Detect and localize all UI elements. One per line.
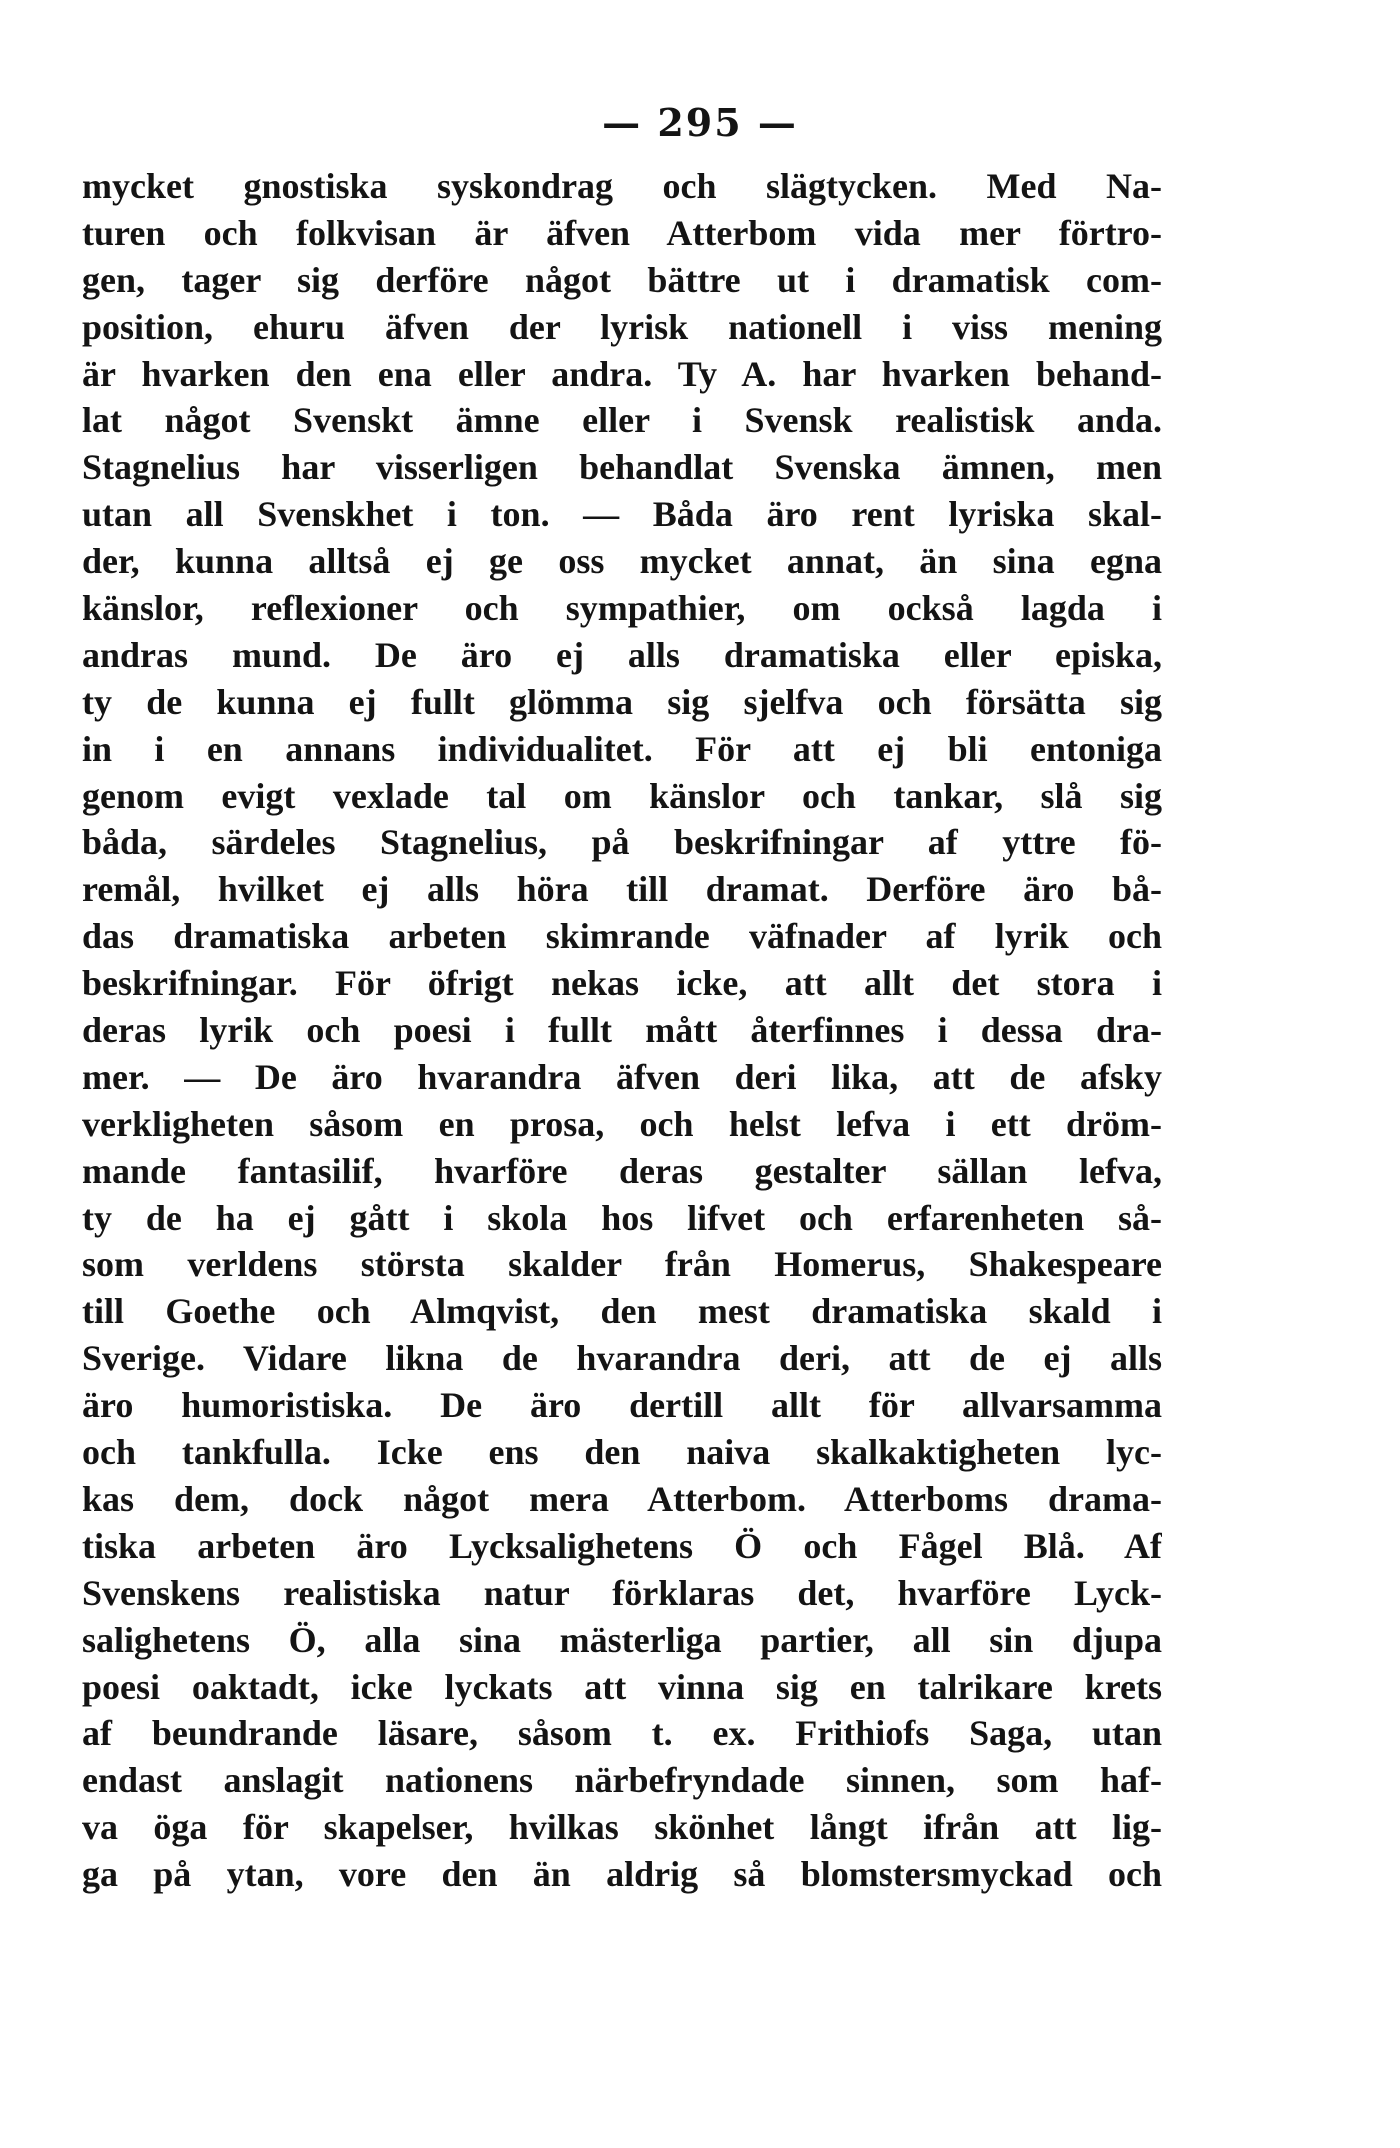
- text-line: kas dem, dock något mera Atterbom. Atterboms drama-: [82, 1478, 1162, 1519]
- body-text: [82, 163, 1162, 1898]
- text-line: der, kunna alltså ej ge oss mycket annat, än sina egna: [82, 541, 1162, 582]
- text-line: utan all Svenskhet i ton. — Båda äro rent lyriska skal-: [82, 494, 1162, 535]
- text-line: remål, hvilket ej alls höra till dramat. Derföre äro bå-: [82, 869, 1162, 910]
- text-line: af beundrande läsare, såsom t. ex. Frithiofs Saga, utan: [82, 1713, 1162, 1754]
- text-line: mer. — De äro hvarandra äfven deri lika, att de afsky: [82, 1056, 1162, 1097]
- text-line: va öga för skapelser, hvilkas skönhet långt ifrån att lig-: [82, 1807, 1162, 1848]
- text-line: gen, tager sig derföre något bättre ut i dramatisk com-: [82, 259, 1162, 300]
- text-line: Svenskens realistiska natur förklaras det, hvarföre Lyck-: [82, 1572, 1162, 1613]
- text-line: båda, särdeles Stagnelius, på beskrifningar af yttre fö-: [82, 822, 1162, 863]
- text-line: salighetens Ö, alla sina mästerliga partier, all sin djupa: [82, 1619, 1162, 1660]
- text-line: ty de ha ej gått i skola hos lifvet och erfarenheten så-: [82, 1197, 1162, 1238]
- text-line: in i en annans individualitet. För att ej bli entoniga: [82, 728, 1162, 769]
- text-line: mande fantasilif, hvarföre deras gestalter sällan lefva,: [82, 1150, 1162, 1191]
- page-number-header: — 295 —: [602, 100, 798, 145]
- text-line: mycket gnostiska sysk​ondrag och slägtycken. Med Na-: [82, 166, 1162, 206]
- text-line: är hvarken den ena eller andra. Ty A. har hvarken behand-: [82, 353, 1162, 394]
- text-line: turen och folkvisan är äfven Atterbom vida mer förtro-: [82, 212, 1162, 253]
- text-line: beskrifningar. För öfrigt nekas icke, att allt det stora i: [82, 963, 1162, 1004]
- text-line: position, ehuru äfven der lyrisk nationell i viss mening: [82, 306, 1162, 347]
- text-line: som verldens största skalder från Homerus, Shakespeare: [82, 1244, 1162, 1285]
- text-line: deras lyrik och poesi i fullt mått återfinnes i dessa dra-: [82, 1010, 1162, 1051]
- text-line: endast anslagit nationens närbefryndade sinnen, som haf-: [82, 1760, 1162, 1801]
- text-line: ty de kunna ej fullt glömma sig sjelfva och försätta sig: [82, 681, 1162, 722]
- text-line: tiska arbeten äro Lycksalighetens Ö och Fågel Blå. Af: [82, 1525, 1162, 1566]
- text-line: Stagnelius har visserligen behandlat Svenska ämnen, men: [82, 447, 1162, 488]
- text-line: ga på ytan, vore den än aldrig så blomstersmyckad och: [82, 1854, 1162, 1895]
- text-line: genom evigt vexlade tal om känslor och tankar, slå sig: [82, 775, 1162, 816]
- text-line: äro humoristiska. De äro dertill allt för allvarsamma: [82, 1385, 1162, 1426]
- text-line: andras mund. De äro ej alls dramatiska eller episka,: [82, 634, 1162, 675]
- text-line: till Goethe och Almqvist, den mest dramatiska skald i: [82, 1291, 1162, 1332]
- text-line: och tankfulla. Icke ens den naiva skalkaktigheten lyc-: [82, 1432, 1162, 1473]
- text-line: verkligheten såsom en prosa, och helst lefva i ett dröm-: [82, 1103, 1162, 1144]
- text-line: Sverige. Vidare likna de hvarandra deri, att de ej alls: [82, 1338, 1162, 1379]
- text-line: känslor, reflexioner och sympathier, om också lagda i: [82, 588, 1162, 629]
- text-line: poesi oaktadt, icke lyckats att vinna sig en talrikare krets: [82, 1666, 1162, 1707]
- text-line: lat något Svenskt ämne eller i Svensk realistisk anda.: [82, 400, 1162, 441]
- text-line: das dramatiska arbeten skimrande väfnader af lyrik och: [82, 916, 1162, 957]
